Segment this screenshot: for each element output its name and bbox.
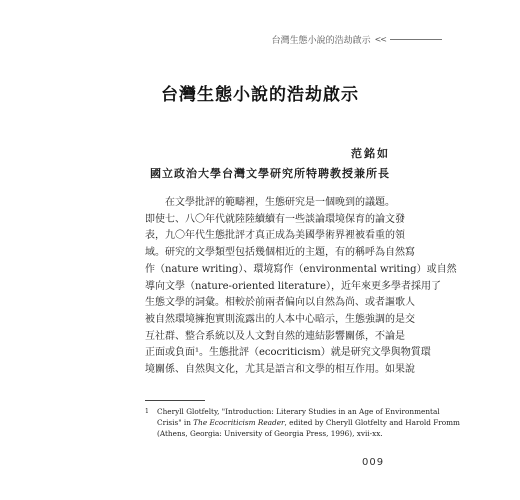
body-line: 導向文學（nature-oriented literature），近年來更多學者採用了 <box>145 280 442 292</box>
body-line: 域。研究的文學類型包括幾個相近的主題，有的稱呼為自然寫 <box>145 247 415 259</box>
footnote-divider <box>145 400 205 401</box>
page-number: 009 <box>362 457 385 468</box>
footnote <box>145 406 460 439</box>
author-name: 范銘如 <box>351 147 390 160</box>
header-rule <box>390 39 442 40</box>
body-line: 即使七、八〇年代就陸陸續續有一些談論環境保育的論文發 <box>145 213 405 225</box>
body-line: 境關係、自然與文化，尤其是語言和文學的相互作用。如果說 <box>145 364 415 376</box>
chapter-title: 台灣生態小說的浩劫啟示 <box>161 85 359 105</box>
footnote-line: Cheryll Glotfelty, "Introduction: Literary Studies in an Age of Environmental <box>157 407 440 416</box>
running-header <box>272 33 442 46</box>
body-line: 被自然環境擁抱實則流露出的人本中心暗示，生態強調的是交 <box>145 313 415 325</box>
footnote-number: 1 <box>145 408 149 415</box>
body-line: 正面或負面¹。生態批評（ecocriticism）就是研究文學與物質環 <box>145 347 431 359</box>
body-line: 在文學批評的範疇裡，生態研究是一個晚到的議題。 <box>145 197 395 208</box>
body-line: 作（nature writing）、環境寫作（environmental writing）或自然 <box>145 263 457 275</box>
footnote-line: (Athens, Georgia: University of Georgia Press, 1996), xvii-xx. <box>157 429 383 438</box>
book-title-italic: The Ecocriticism Reader <box>193 418 285 427</box>
author-affiliation: 國立政治大學台灣文學研究所特聘教授兼所長 <box>150 167 390 180</box>
body-line: 互社群、整合系統以及人文對自然的連結影響關係，不論是 <box>145 330 405 342</box>
double-chevron-left-icon: << <box>374 35 386 44</box>
running-header-title: 台灣生態小說的浩劫啟示 <box>271 36 371 46</box>
body-line: 生態文學的詞彙。相較於前兩者偏向以自然為尚、或者謳歌人 <box>145 297 415 309</box>
footnote-line: Crisis" in The Ecocriticism Reader, edited by Cheryll Glotfelty and Harold Fromm <box>157 418 460 427</box>
footnote-body <box>157 406 460 439</box>
body-text <box>145 195 457 379</box>
body-line: 表，九〇年代生態批評才真正成為美國學術界裡被看重的領 <box>145 230 405 242</box>
